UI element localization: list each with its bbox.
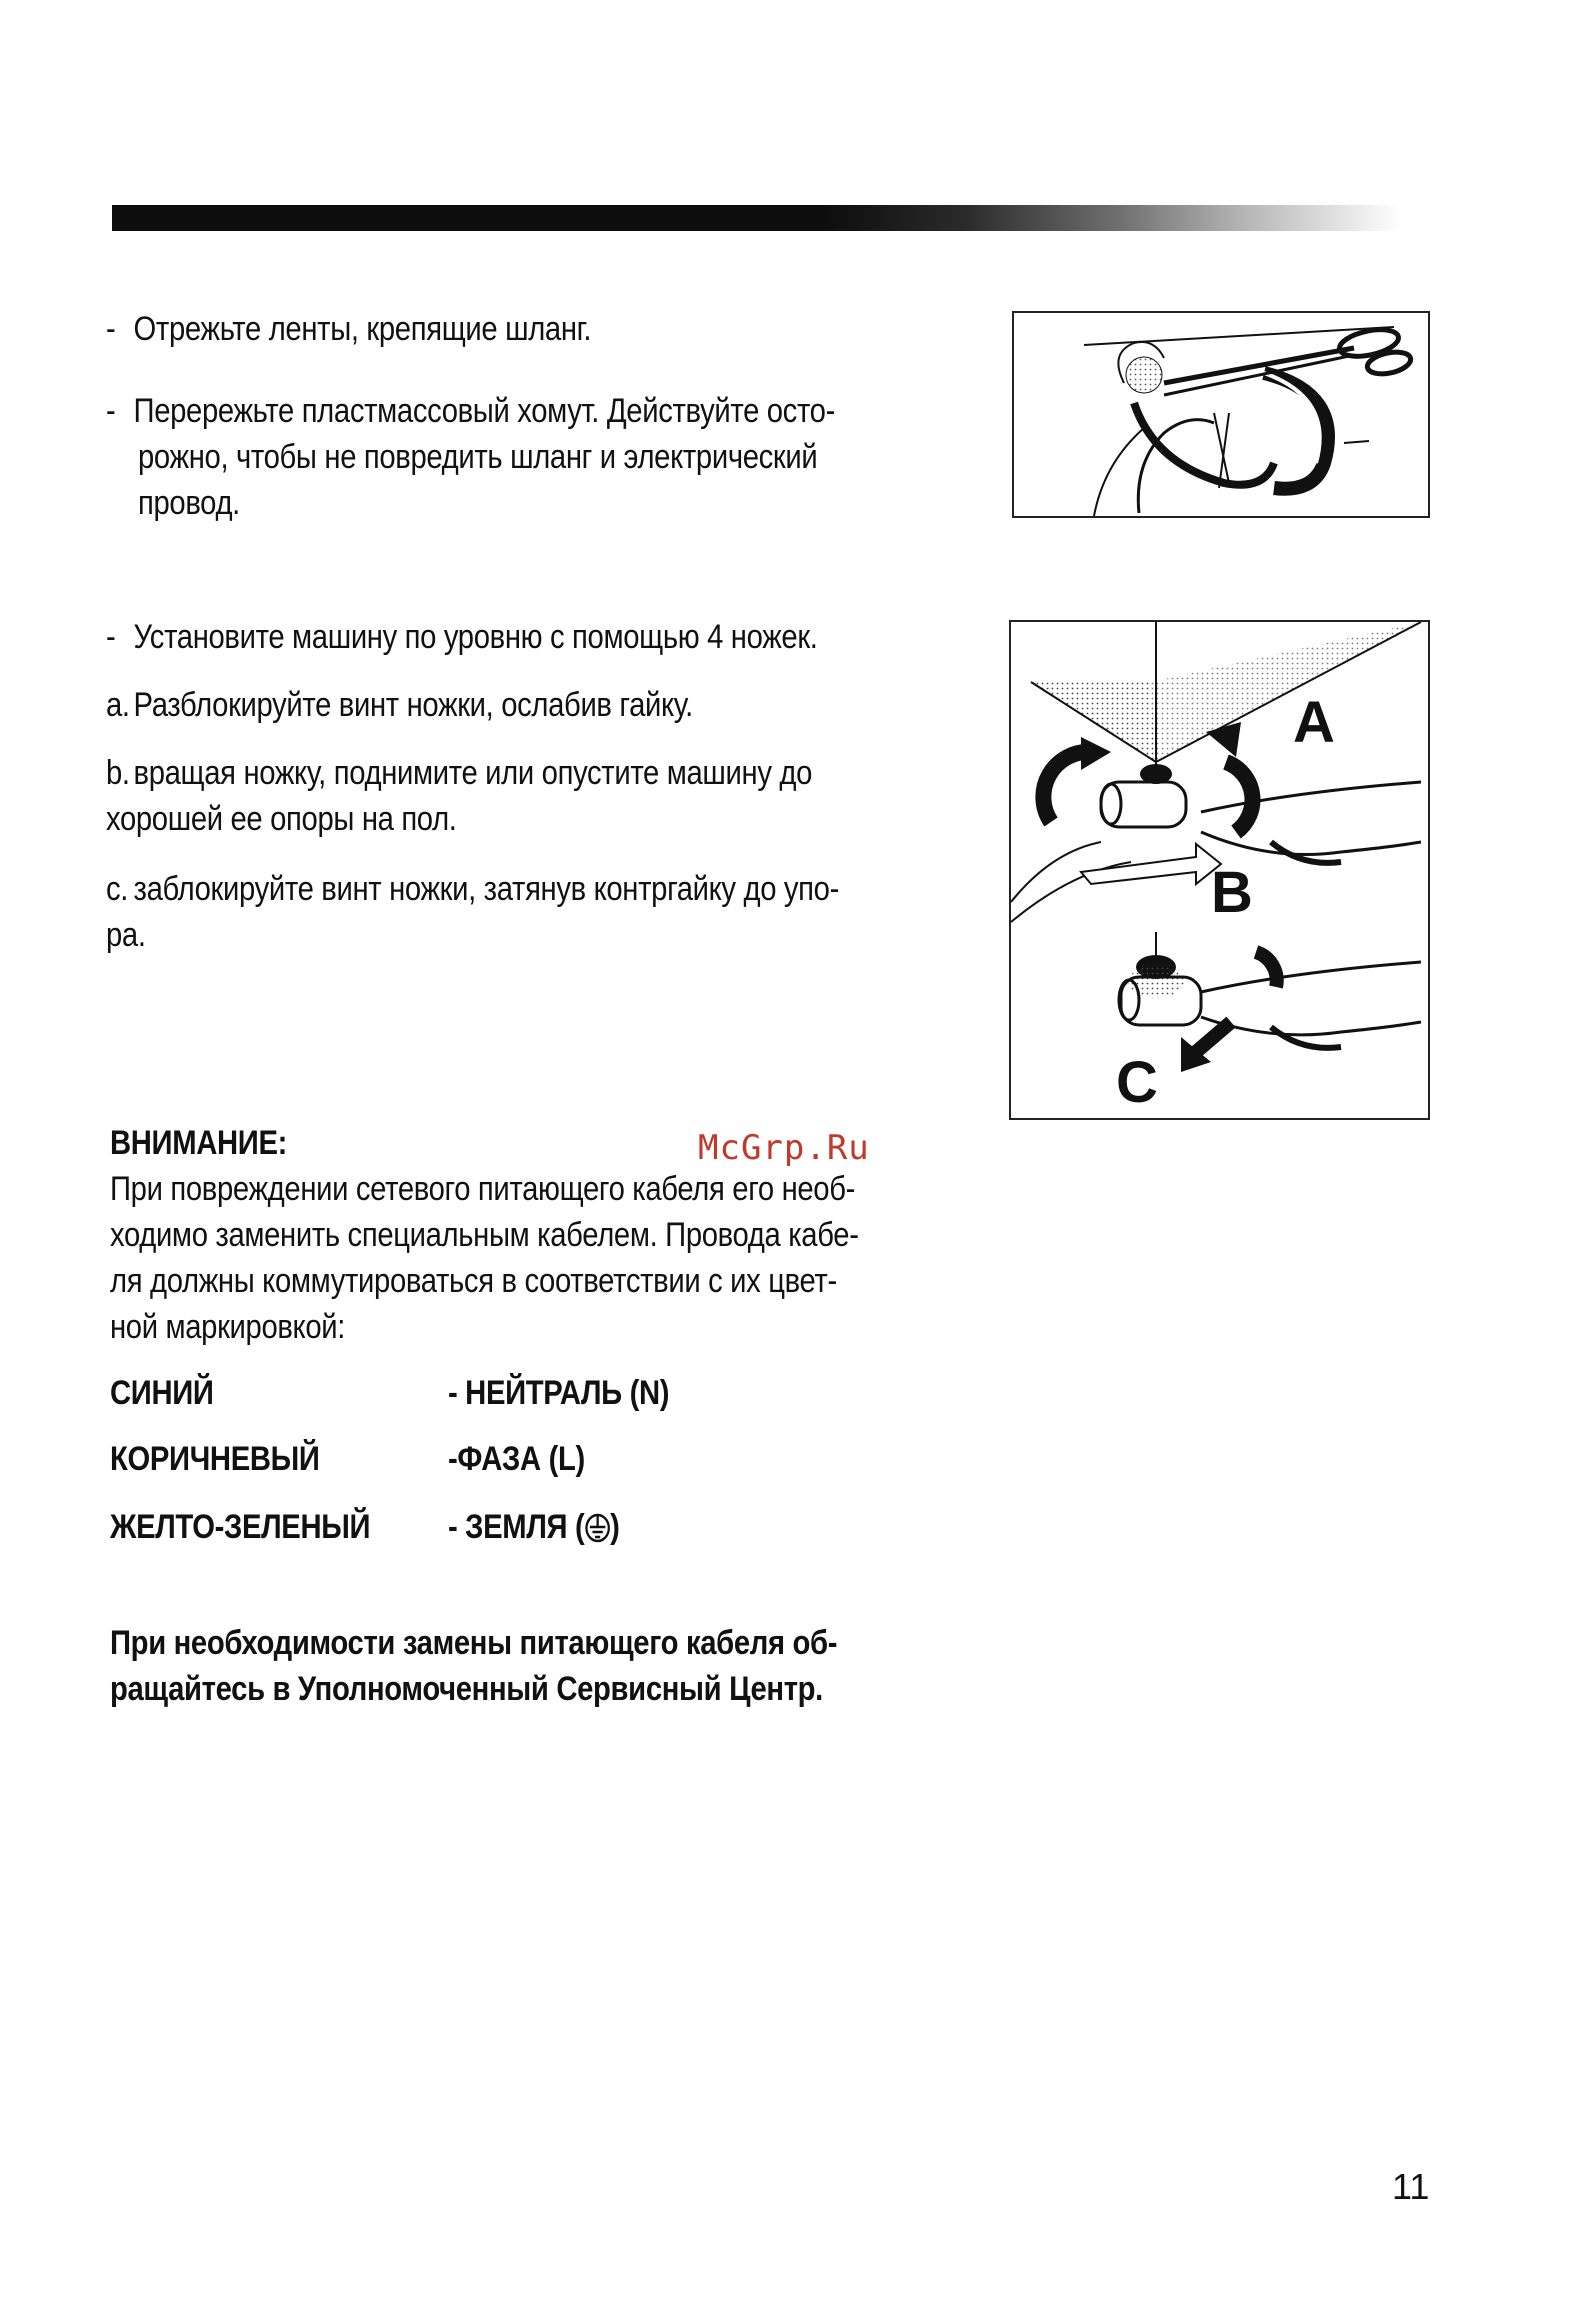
scissors-illustration (1014, 313, 1428, 516)
wiring-row-yellow-green: ЖЕЛТО-ЗЕЛЕНЫЙ - ЗЕМЛЯ ( ) (110, 1508, 620, 1546)
figure-cut-clamp (1012, 311, 1430, 518)
page-number: 11 (1392, 2166, 1430, 2207)
instruction-level: - Установите машину по уровню с помощью 4 ножек. (106, 618, 818, 656)
warning-text: При повреждении сетевого питающего кабеля его необ- ходимо заменить специальным кабелем. Провода кабе- ля должны коммутироваться в соответствии с их цвет- ной маркировкой: (110, 1170, 859, 1346)
levelling-feet-illustration (1011, 622, 1428, 1118)
ground-symbol-icon (584, 1513, 610, 1543)
wiring-table (110, 1370, 810, 1550)
label-a: A (1293, 690, 1335, 755)
label-b: B (1211, 860, 1253, 925)
step-b: b. вращая ножку, поднимите или опустите машину до хорошей ее опоры на пол. (106, 754, 813, 838)
figure-levelling-feet (1009, 620, 1430, 1120)
watermark: McGrp.Ru (698, 1128, 870, 1168)
service-note: При необходимости замены питающего кабеля об- ращайтесь в Уполномоченный Сервисный Центр. (110, 1624, 838, 1708)
header-bar (112, 205, 1402, 231)
instruction-cut-tapes: - Отрежьте ленты, крепящие шланг. (106, 310, 592, 348)
instruction-cut-clamp: - Перережьте пластмассовый хомут. Действуйте осто- рожно, чтобы не повредить шланг и электрический провод. (106, 392, 835, 522)
warning-title: ВНИМАНИЕ: (110, 1124, 287, 1162)
label-c: C (1116, 1050, 1158, 1115)
step-a: a. Разблокируйте винт ножки, ослабив гайку. (106, 686, 693, 724)
wiring-row-brown: КОРИЧНЕВЫЙ -ФАЗА (L) (110, 1440, 585, 1478)
wiring-row-blue: СИНИЙ - НЕЙТРАЛЬ (N) (110, 1374, 670, 1412)
step-c: c. заблокируйте винт ножки, затянув контргайку до упо- ра. (106, 870, 839, 954)
